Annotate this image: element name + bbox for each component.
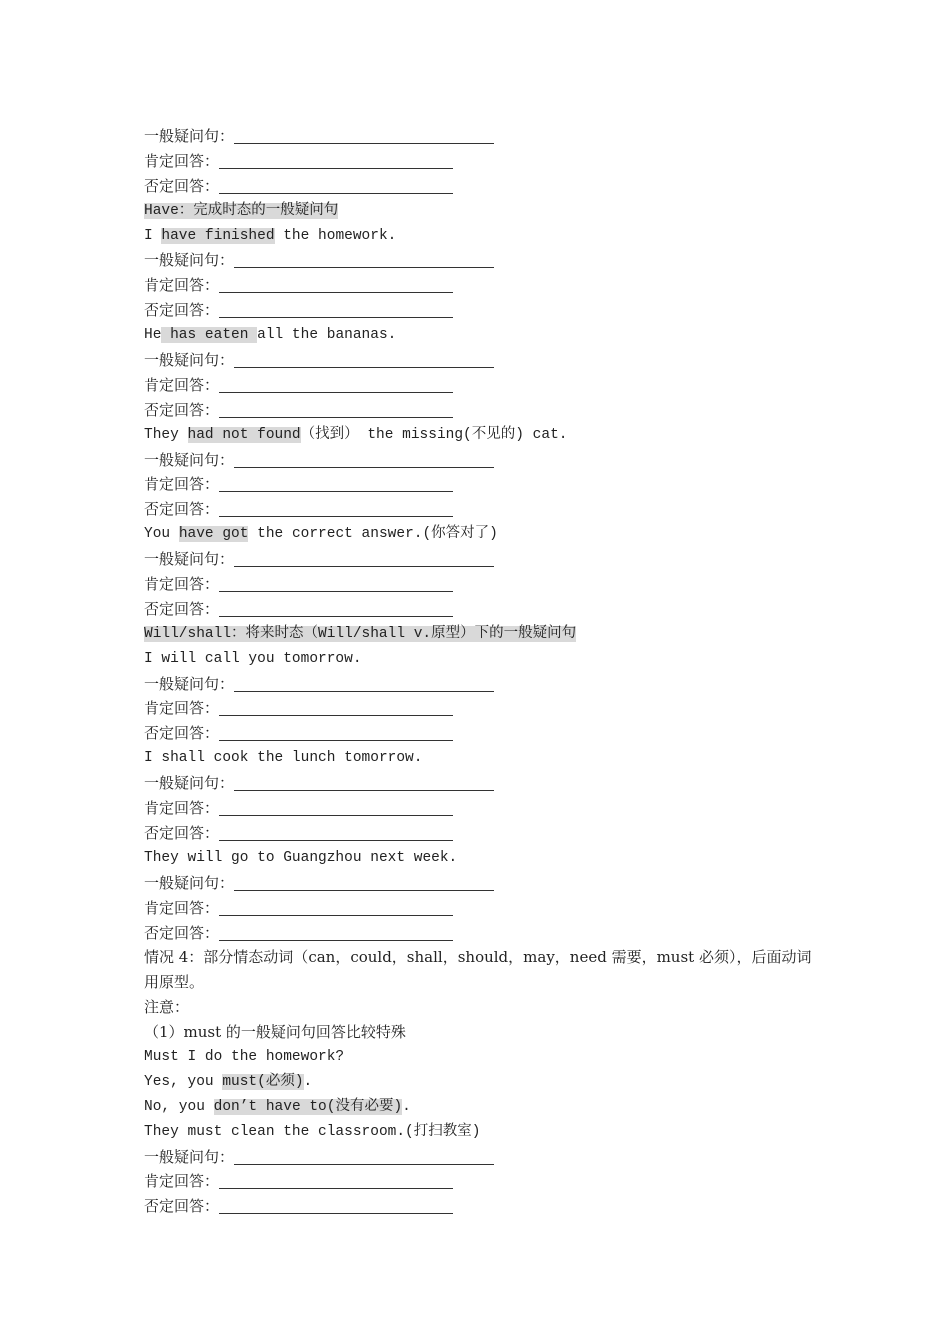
no-answer-line: [144, 921, 824, 946]
question-blank[interactable]: [234, 875, 494, 891]
yes-answer-blank[interactable]: [219, 700, 453, 716]
note-paragraph: [144, 995, 824, 1020]
highlighted-text: must(必须): [222, 1073, 304, 1090]
yes-answer-label: 肯定回答：: [144, 575, 220, 594]
no-answer-label: 否定回答：: [144, 724, 220, 743]
question-label: 一般疑问句：: [144, 251, 235, 270]
question-line: [144, 547, 824, 572]
question-blank[interactable]: [234, 128, 494, 144]
text-segment: the homework.: [274, 227, 397, 244]
yes-answer-label: 肯定回答：: [144, 699, 220, 718]
question-line: [144, 448, 824, 473]
text-segment: .: [402, 1098, 411, 1115]
question-label: 一般疑问句：: [144, 351, 235, 370]
text-segment: They: [144, 426, 188, 443]
example-sentence: [144, 647, 824, 672]
question-label: 一般疑问句：: [144, 774, 235, 793]
text-segment: 注意：: [144, 998, 190, 1017]
no-answer-label: 否定回答：: [144, 923, 220, 942]
example-sentence: [144, 323, 824, 348]
question-blank[interactable]: [234, 352, 494, 368]
highlighted-text: had not found: [187, 426, 301, 443]
text-segment: Yes, you: [144, 1073, 223, 1090]
example-sentence: [144, 423, 824, 448]
yes-answer-line: [144, 796, 824, 821]
yes-answer-line: [144, 896, 824, 921]
no-answer-line: [144, 721, 824, 746]
text-segment: They will go to Guangzhou next week.: [144, 849, 458, 866]
question-line: [144, 672, 824, 697]
example-sentence: [144, 1070, 824, 1095]
no-answer-blank[interactable]: [219, 925, 453, 941]
no-answer-label: 否定回答：: [144, 1197, 220, 1216]
no-answer-blank[interactable]: [219, 402, 453, 418]
question-line: [144, 348, 824, 373]
yes-answer-blank[interactable]: [219, 377, 453, 393]
no-answer-line: [144, 298, 824, 323]
note-paragraph: [144, 1020, 824, 1045]
no-answer-blank[interactable]: [219, 601, 453, 617]
text-segment: （1）must 的一般疑问句回答比较特殊: [144, 1023, 406, 1042]
question-blank[interactable]: [234, 775, 494, 791]
example-sentence: [144, 746, 824, 771]
yes-answer-blank[interactable]: [219, 900, 453, 916]
no-answer-label: 否定回答：: [144, 176, 220, 195]
yes-answer-line: [144, 373, 824, 398]
highlighted-text: have got: [178, 526, 249, 543]
highlighted-text: don’t have to(没有必要): [213, 1098, 403, 1115]
question-blank[interactable]: [234, 1149, 494, 1165]
no-answer-blank[interactable]: [219, 501, 453, 517]
highlighted-text: Have：完成时态的一般疑问句: [144, 202, 339, 219]
no-answer-line: [144, 597, 824, 622]
question-line: [144, 124, 824, 149]
no-answer-blank[interactable]: [219, 1198, 453, 1214]
section-heading: [144, 199, 824, 224]
example-sentence: [144, 846, 824, 871]
question-line: [144, 1145, 824, 1170]
yes-answer-line: [144, 572, 824, 597]
yes-answer-blank[interactable]: [219, 576, 453, 592]
question-label: 一般疑问句：: [144, 674, 235, 693]
text-segment: I: [144, 227, 162, 244]
note-paragraph: [144, 945, 824, 995]
no-answer-line: [144, 398, 824, 423]
text-segment: They must clean the classroom.(打扫教室): [144, 1123, 481, 1140]
no-answer-label: 否定回答：: [144, 500, 220, 519]
example-sentence: [144, 1120, 824, 1145]
no-answer-line: [144, 174, 824, 199]
yes-answer-label: 肯定回答：: [144, 799, 220, 818]
example-sentence: [144, 522, 824, 547]
yes-answer-line: [144, 273, 824, 298]
text-segment: I will call you tomorrow.: [144, 650, 362, 667]
question-label: 一般疑问句：: [144, 127, 235, 145]
no-answer-label: 否定回答：: [144, 823, 220, 842]
question-label: 一般疑问句：: [144, 873, 235, 892]
text-segment: the correct answer.(你答对了): [248, 526, 498, 543]
no-answer-label: 否定回答：: [144, 301, 220, 320]
highlighted-text: has eaten: [161, 327, 258, 344]
no-answer-blank[interactable]: [219, 178, 453, 194]
example-sentence: [144, 1045, 824, 1070]
yes-answer-line: [144, 149, 824, 174]
yes-answer-label: 肯定回答：: [144, 276, 220, 295]
no-answer-line: [144, 497, 824, 522]
yes-answer-line: [144, 696, 824, 721]
question-line: [144, 871, 824, 896]
question-blank[interactable]: [234, 676, 494, 692]
text-segment: I shall cook the lunch tomorrow.: [144, 750, 423, 767]
question-blank[interactable]: [234, 551, 494, 567]
question-blank[interactable]: [234, 252, 494, 268]
yes-answer-line: [144, 1169, 824, 1194]
yes-answer-line: [144, 472, 824, 497]
no-answer-blank[interactable]: [219, 825, 453, 841]
question-line: [144, 771, 824, 796]
text-segment: No, you: [144, 1098, 214, 1115]
yes-answer-blank[interactable]: [219, 476, 453, 492]
no-answer-label: 否定回答：: [144, 599, 220, 618]
highlighted-text: have finished: [161, 227, 275, 244]
example-sentence: [144, 224, 824, 249]
section-heading: [144, 622, 824, 647]
example-sentence: [144, 1095, 824, 1120]
question-label: 一般疑问句：: [144, 450, 235, 469]
yes-answer-blank[interactable]: [219, 153, 453, 169]
yes-answer-label: 肯定回答：: [144, 151, 220, 170]
text-segment: 情况 4：部分情态动词（can，could，shall，should，may，need 需要，must 必须），后面动词用原型。: [144, 948, 812, 992]
no-answer-line: [144, 821, 824, 846]
question-label: 一般疑问句：: [144, 1147, 235, 1166]
highlighted-text: Will/shall：将来时态（Will/shall v.原型）下的一般疑问句: [144, 625, 577, 642]
no-answer-blank[interactable]: [219, 302, 453, 318]
yes-answer-blank[interactable]: [219, 1173, 453, 1189]
no-answer-line: [144, 1194, 824, 1219]
question-line: [144, 248, 824, 273]
yes-answer-label: 肯定回答：: [144, 1172, 220, 1191]
text-segment: He: [144, 327, 162, 344]
yes-answer-blank[interactable]: [219, 800, 453, 816]
text-segment: all the bananas.: [257, 327, 397, 344]
yes-answer-blank[interactable]: [219, 277, 453, 293]
question-blank[interactable]: [234, 452, 494, 468]
text-segment: Must I do the homework?: [144, 1049, 345, 1066]
yes-answer-label: 肯定回答：: [144, 475, 220, 494]
worksheet-page: [144, 124, 824, 1219]
question-label: 一般疑问句：: [144, 550, 235, 569]
no-answer-blank[interactable]: [219, 725, 453, 741]
yes-answer-label: 肯定回答：: [144, 898, 220, 917]
text-segment: You: [144, 526, 179, 543]
text-segment: （找到） the missing(不见的) cat.: [300, 426, 568, 443]
no-answer-label: 否定回答：: [144, 400, 220, 419]
text-segment: .: [303, 1073, 313, 1090]
yes-answer-label: 肯定回答：: [144, 375, 220, 394]
